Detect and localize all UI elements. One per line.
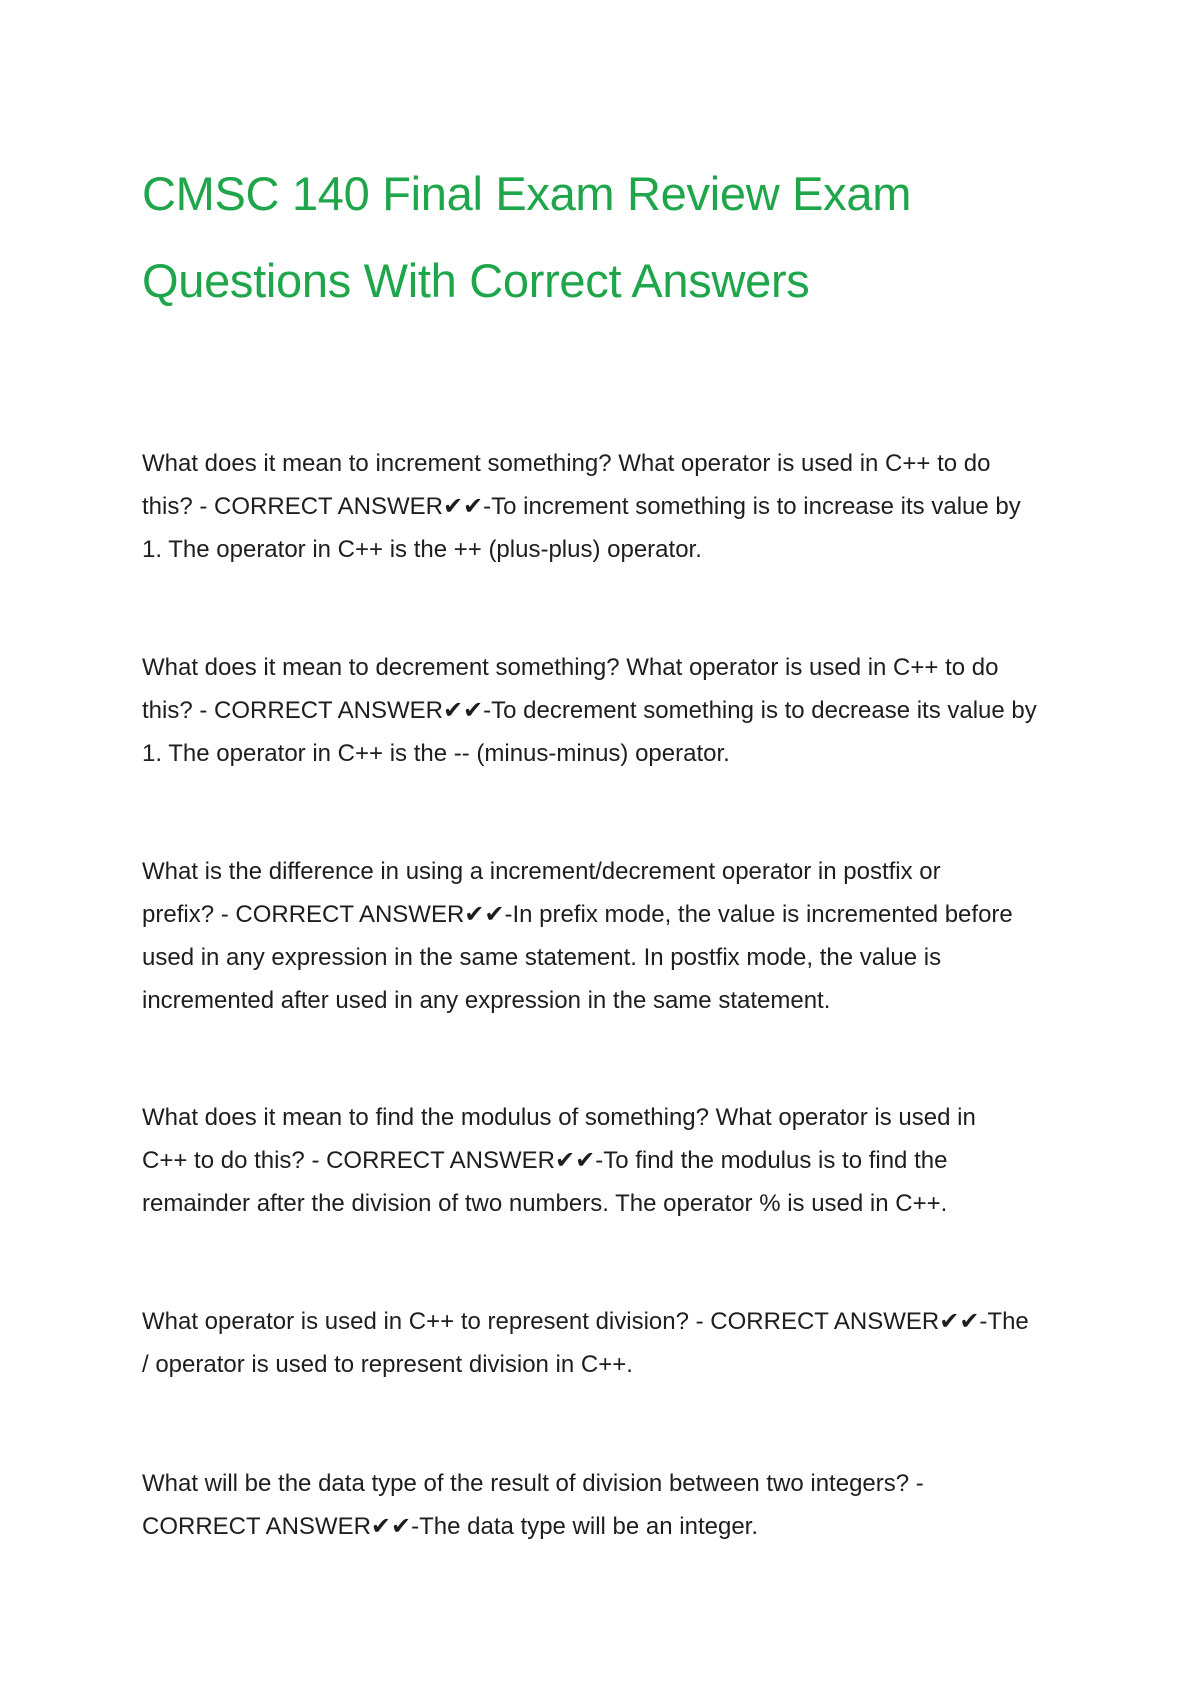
- qa-line: remainder after the division of two numbers. The operator % is used in C++.: [142, 1190, 948, 1217]
- qa-line: 1. The operator in C++ is the ++ (plus-plus) operator.: [142, 536, 702, 563]
- qa-item-modulus: [142, 1096, 1072, 1225]
- title-line-1: CMSC 140 Final Exam Review Exam: [142, 167, 912, 220]
- qa-line: incremented after used in any expression in the same statement.: [142, 987, 831, 1014]
- qa-line: 1. The operator in C++ is the -- (minus-minus) operator.: [142, 740, 730, 767]
- qa-item-integer-division: [142, 1462, 1072, 1548]
- qa-line: C++ to do this? - CORRECT ANSWER✔✔-To find the modulus is to find the: [142, 1147, 948, 1174]
- qa-line: CORRECT ANSWER✔✔-The data type will be an integer.: [142, 1513, 759, 1540]
- qa-line: this? - CORRECT ANSWER✔✔-To increment something is to increase its value by: [142, 493, 1021, 520]
- qa-line: What will be the data type of the result of division between two integers? -: [142, 1470, 924, 1497]
- qa-item-postfix-prefix: [142, 850, 1072, 1022]
- qa-line: this? - CORRECT ANSWER✔✔-To decrement something is to decrease its value by: [142, 697, 1037, 724]
- qa-line: What operator is used in C++ to represent division? - CORRECT ANSWER✔✔-The: [142, 1308, 1029, 1335]
- qa-line: used in any expression in the same statement. In postfix mode, the value is: [142, 944, 942, 971]
- qa-line: What is the difference in using a increment/decrement operator in postfix or: [142, 858, 941, 885]
- qa-line: What does it mean to decrement something? What operator is used in C++ to do: [142, 654, 999, 681]
- document-title: [142, 150, 1042, 324]
- title-line-2: Questions With Correct Answers: [142, 254, 810, 307]
- qa-item-division: [142, 1300, 1072, 1386]
- qa-item-increment: [142, 442, 1072, 571]
- qa-line: prefix? - CORRECT ANSWER✔✔-In prefix mode, the value is incremented before: [142, 901, 1013, 928]
- qa-line: What does it mean to find the modulus of something? What operator is used in: [142, 1104, 976, 1131]
- qa-line: / operator is used to represent division in C++.: [142, 1351, 633, 1378]
- qa-line: What does it mean to increment something? What operator is used in C++ to do: [142, 450, 991, 477]
- qa-item-decrement: [142, 646, 1072, 775]
